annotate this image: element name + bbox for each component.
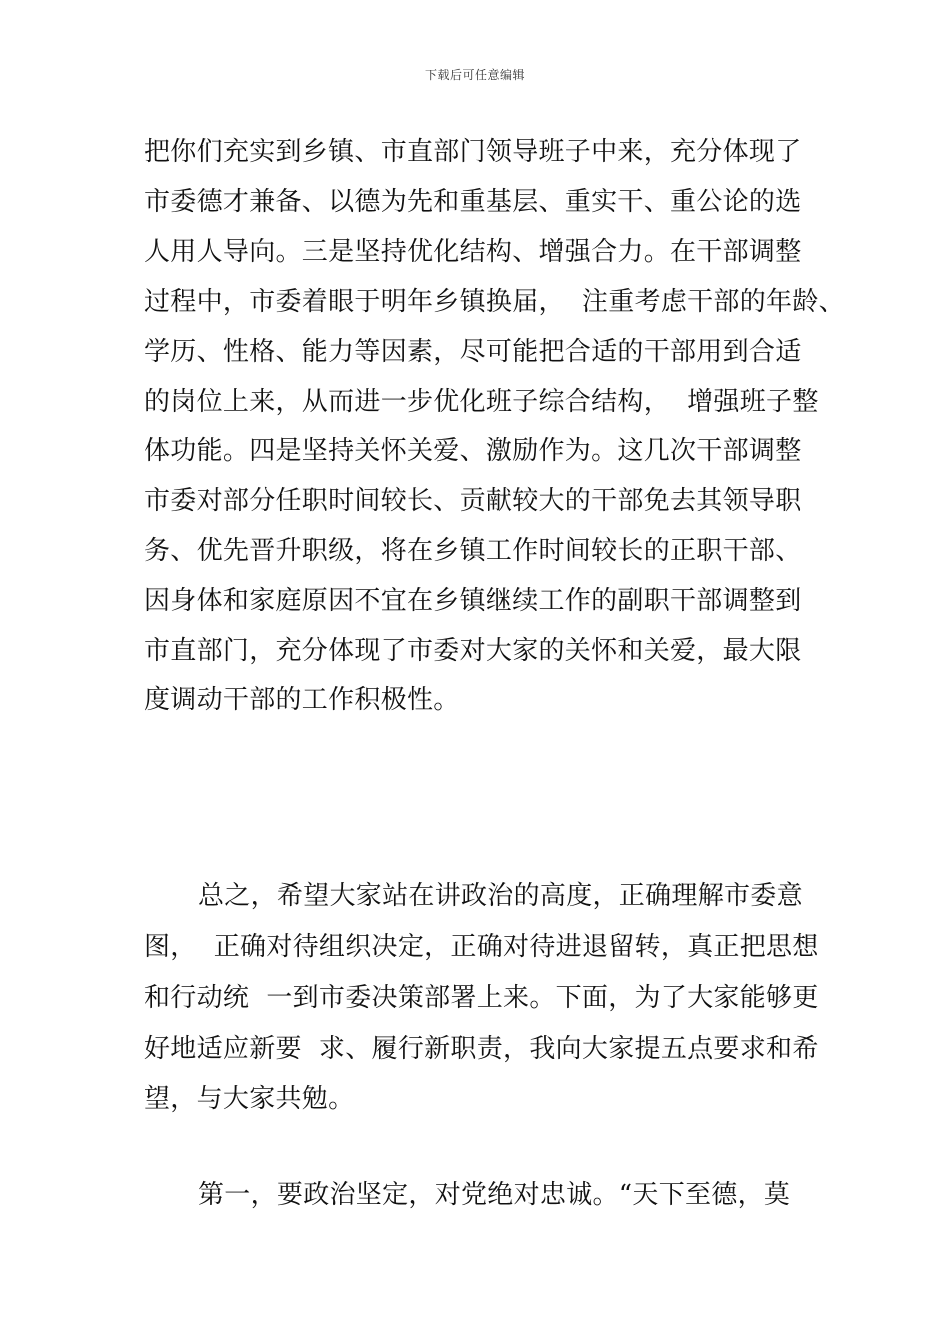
text-line: 因身体和家庭原因不宜在乡镇继续工作的副职干部调整到 (144, 586, 802, 616)
text-line: 和行动统 一到市委决策部署上来。下面，为了大家能够更 (144, 983, 819, 1013)
text-line: 好地适应新要 求、履行新职责，我向大家提五点要求和希 (144, 1034, 819, 1064)
text-line: 的岗位上来，从而进一步优化班子综合结构， 增强班子整 (144, 387, 819, 417)
text-line: 第一，要政治坚定，对党绝对忠诚。“天下至德，莫 (198, 1180, 791, 1210)
text-line: 图， 正确对待组织决定，正确对待进退留转，真正把思想 (144, 932, 819, 962)
page-header: 下载后可任意编辑 (424, 68, 525, 82)
text-line: 人用人导向。三是坚持优化结构、增强合力。在干部调整 (144, 237, 802, 267)
text-line: 务、优先晋升职级，将在乡镇工作时间较长的正职干部、 (144, 536, 802, 566)
text-line: 体功能。四是坚持关怀关爱、激励作为。这几次干部调整 (144, 436, 802, 466)
text-line: 望，与大家共勉。 (144, 1084, 355, 1114)
text-line: 学历、性格、能力等因素，尽可能把合适的干部用到合适 (144, 337, 802, 367)
text-line: 市委对部分任职时间较长、贡献较大的干部免去其领导职 (144, 486, 802, 516)
text-line: 度调动干部的工作积极性。 (144, 685, 460, 715)
text-line: 市直部门，充分体现了市委对大家的关怀和关爱，最大限 (144, 636, 802, 666)
text-line: 总之，希望大家站在讲政治的高度，正确理解市委意 (198, 881, 803, 911)
text-line: 过程中，市委着眼于明年乡镇换届， 注重考虑干部的年龄、 (144, 287, 845, 317)
text-line: 市委德才兼备、以德为先和重基层、重实干、重公论的选 (144, 187, 802, 217)
text-line: 把你们充实到乡镇、市直部门领导班子中来，充分体现了 (144, 137, 802, 167)
